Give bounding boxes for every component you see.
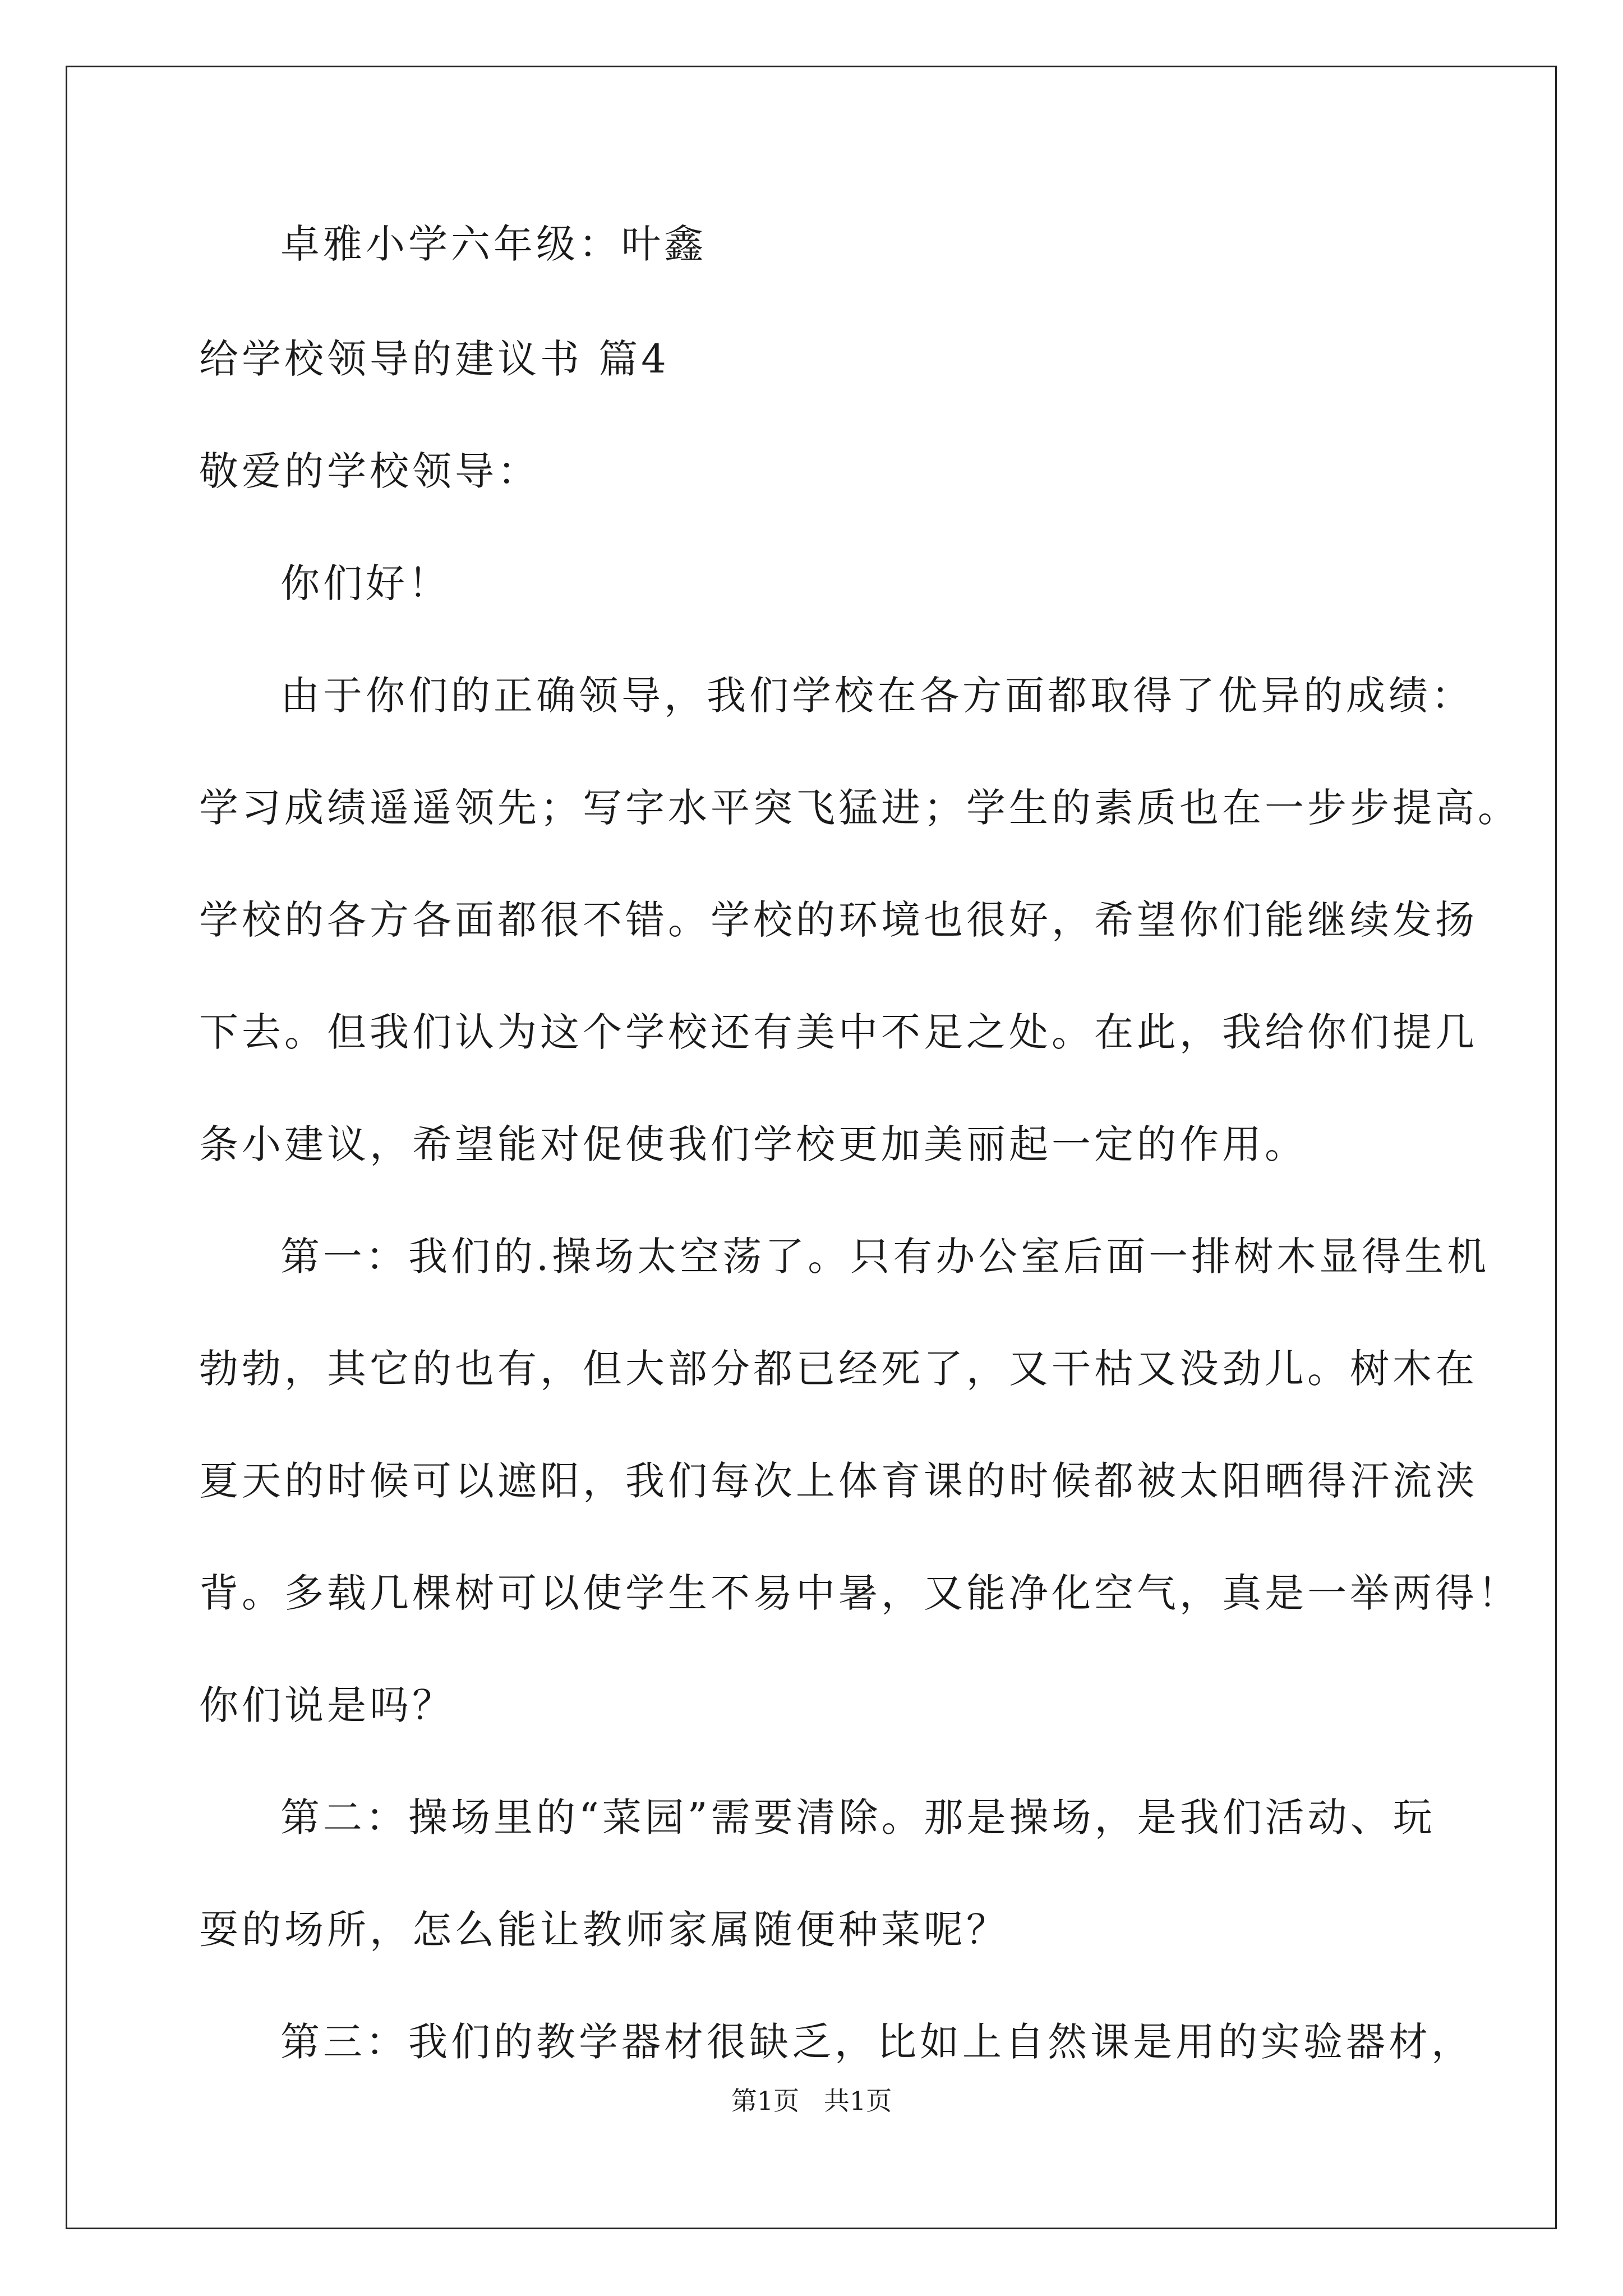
author-line: 卓雅小学六年级：叶鑫: [280, 221, 707, 267]
body-line: 勃勃，其它的也有，但大部分都已经死了，又干枯又没劲儿。树木在: [199, 1346, 1478, 1392]
body-line: 学校的各方各面都很不错。学校的环境也很好，希望你们能继续发扬: [199, 897, 1478, 943]
body-line: 第一：我们的.操场太空荡了。只有办公室后面一排树木显得生机: [280, 1234, 1490, 1280]
body-line: 由于你们的正确领导，我们学校在各方面都取得了优异的成绩：: [280, 673, 1474, 719]
body-line: 下去。但我们认为这个学校还有美中不足之处。在此，我给你们提几: [199, 1009, 1478, 1055]
greeting: 你们好！: [280, 560, 451, 606]
body-line: 学习成绩遥遥领先；写字水平突飞猛进；学生的素质也在一步步提高。: [199, 785, 1520, 831]
essay-title: 给学校领导的建议书 篇4: [199, 336, 670, 382]
body-line: 你们说是吗？: [199, 1682, 455, 1728]
body-line: 条小建议，希望能对促使我们学校更加美丽起一定的作用。: [199, 1121, 1307, 1167]
body-line: 第二：操场里的“菜园”需要清除。那是操场，是我们活动、玩: [280, 1795, 1436, 1841]
salutation: 敬爱的学校领导：: [199, 448, 540, 494]
body-line: 耍的场所，怎么能让教师家属随便种菜呢？: [199, 1907, 1009, 1953]
body-line: 第三：我们的教学器材很缺乏，比如上自然课是用的实验器材，: [280, 2019, 1474, 2065]
page-number: 第1页 共1页: [731, 2086, 892, 2116]
body-line: 夏天的时候可以遮阳，我们每次上体育课的时候都被太阳晒得汗流浃: [199, 1458, 1478, 1504]
body-line: 背。多载几棵树可以使学生不易中暑，又能净化空气，真是一举两得！: [199, 1570, 1520, 1616]
